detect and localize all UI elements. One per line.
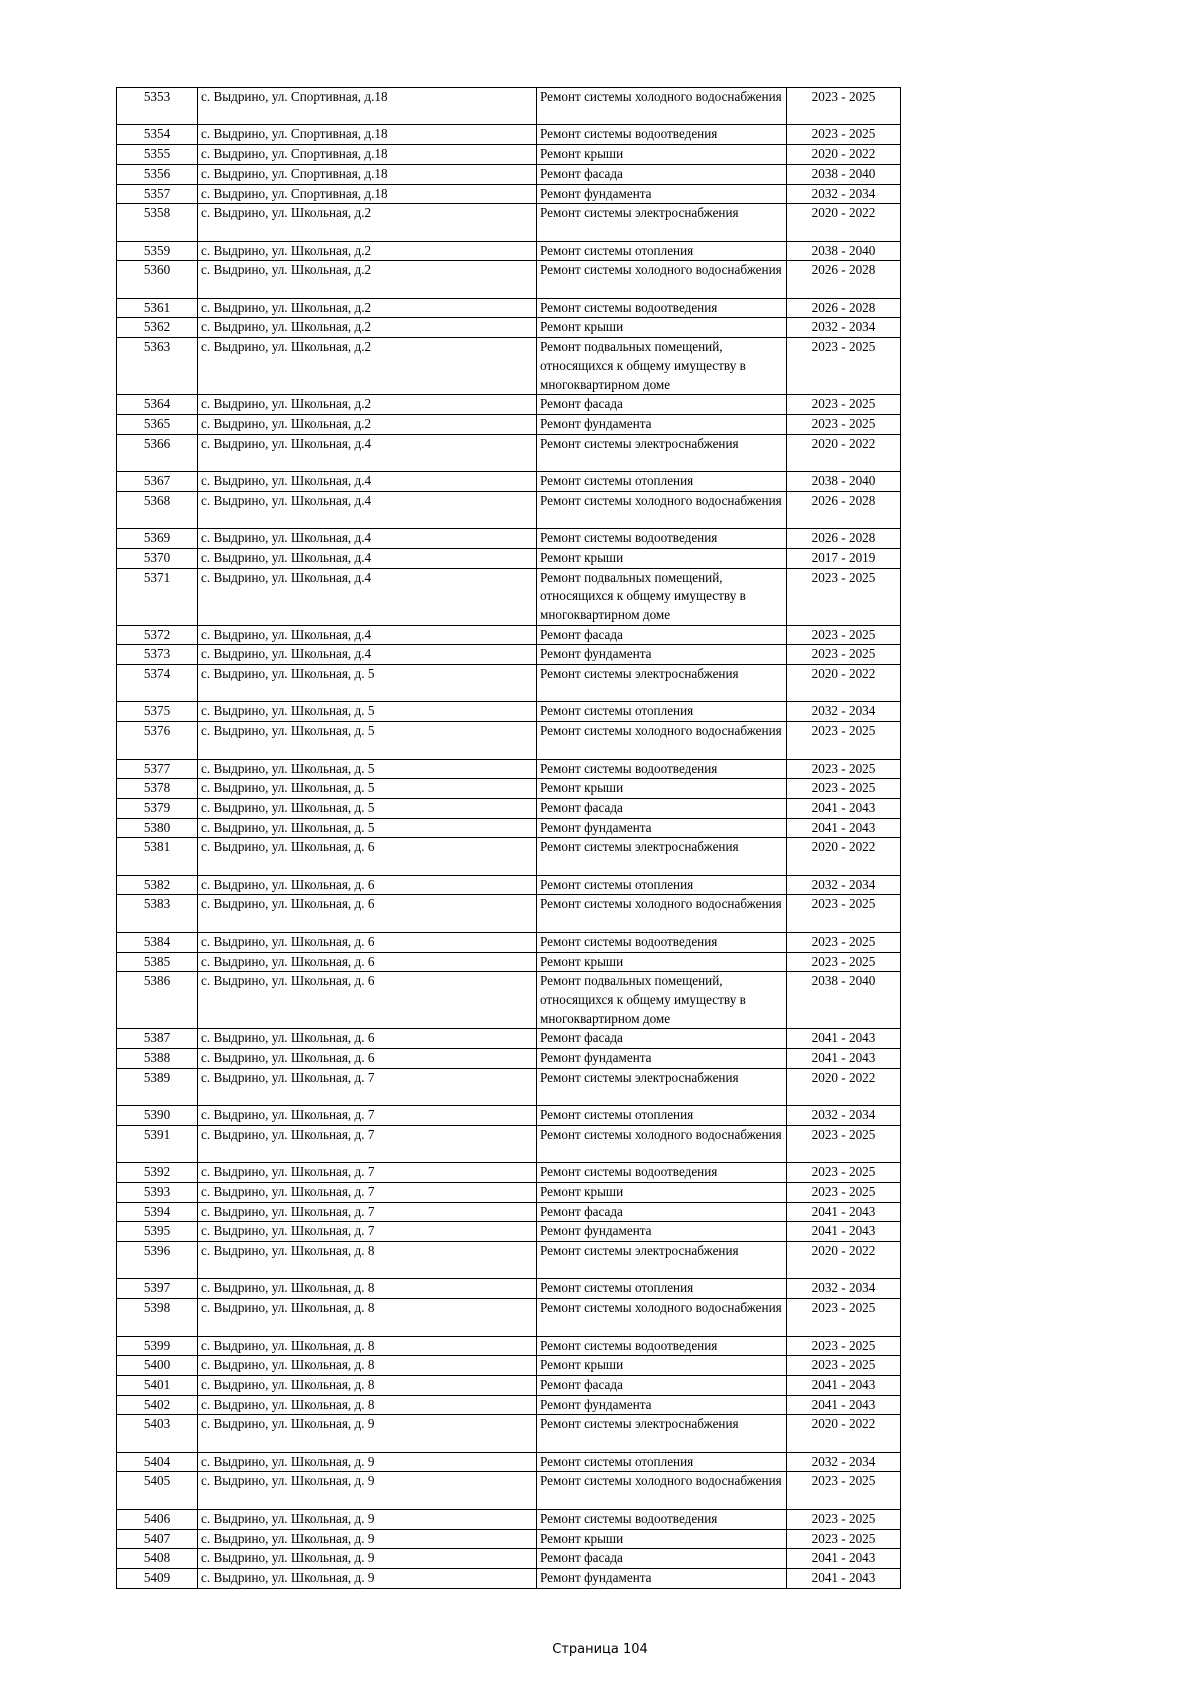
address-cell: с. Выдрино, ул. Школьная, д. 8: [198, 1356, 537, 1376]
table-row: [117, 972, 901, 1029]
work-type-cell: Ремонт системы отопления: [537, 1106, 787, 1126]
period-cell: 2041 - 2043: [787, 1029, 901, 1049]
period-cell: 2020 - 2022: [787, 1068, 901, 1105]
work-type-cell: Ремонт системы электроснабжения: [537, 434, 787, 471]
row-number-cell: 5366: [117, 434, 198, 471]
work-type-cell: Ремонт системы отопления: [537, 241, 787, 261]
address-cell: с. Выдрино, ул. Школьная, д. 6: [198, 895, 537, 932]
table-row: [117, 164, 901, 184]
row-number-cell: 5408: [117, 1549, 198, 1569]
table-row: [117, 472, 901, 492]
period-cell: 2026 - 2028: [787, 491, 901, 528]
address-cell: с. Выдрино, ул. Школьная, д.2: [198, 318, 537, 338]
row-number-cell: 5360: [117, 261, 198, 298]
address-cell: с. Выдрино, ул. Школьная, д. 7: [198, 1163, 537, 1183]
period-cell: 2023 - 2025: [787, 88, 901, 125]
row-number-cell: 5390: [117, 1106, 198, 1126]
address-cell: с. Выдрино, ул. Школьная, д.2: [198, 204, 537, 241]
address-cell: с. Выдрино, ул. Школьная, д. 5: [198, 759, 537, 779]
address-cell: с. Выдрино, ул. Школьная, д. 7: [198, 1202, 537, 1222]
row-number-cell: 5356: [117, 164, 198, 184]
address-cell: с. Выдрино, ул. Школьная, д. 5: [198, 779, 537, 799]
table-row: [117, 932, 901, 952]
period-cell: 2020 - 2022: [787, 838, 901, 875]
address-cell: с. Выдрино, ул. Школьная, д. 6: [198, 838, 537, 875]
table-row: [117, 261, 901, 298]
row-number-cell: 5401: [117, 1375, 198, 1395]
row-number-cell: 5379: [117, 798, 198, 818]
period-cell: 2038 - 2040: [787, 472, 901, 492]
row-number-cell: 5397: [117, 1279, 198, 1299]
row-number-cell: 5367: [117, 472, 198, 492]
table-row: [117, 434, 901, 471]
row-number-cell: 5355: [117, 145, 198, 165]
work-type-cell: Ремонт системы отопления: [537, 472, 787, 492]
address-cell: с. Выдрино, ул. Школьная, д. 8: [198, 1242, 537, 1279]
row-number-cell: 5393: [117, 1182, 198, 1202]
table-row: [117, 491, 901, 528]
address-cell: с. Выдрино, ул. Школьная, д. 9: [198, 1472, 537, 1509]
work-type-cell: Ремонт системы водоотведения: [537, 1163, 787, 1183]
table-row: [117, 1182, 901, 1202]
row-number-cell: 5363: [117, 338, 198, 395]
table-row: [117, 241, 901, 261]
work-type-cell: Ремонт крыши: [537, 145, 787, 165]
row-number-cell: 5404: [117, 1452, 198, 1472]
period-cell: 2032 - 2034: [787, 318, 901, 338]
work-type-cell: Ремонт фундамента: [537, 1568, 787, 1588]
address-cell: с. Выдрино, ул. Школьная, д.4: [198, 491, 537, 528]
period-cell: 2023 - 2025: [787, 1336, 901, 1356]
period-cell: 2023 - 2025: [787, 759, 901, 779]
row-number-cell: 5405: [117, 1472, 198, 1509]
address-cell: с. Выдрино, ул. Спортивная, д.18: [198, 125, 537, 145]
table-row: [117, 1336, 901, 1356]
address-cell: с. Выдрино, ул. Школьная, д. 9: [198, 1529, 537, 1549]
table-row: [117, 1509, 901, 1529]
period-cell: 2032 - 2034: [787, 1452, 901, 1472]
table-row: [117, 395, 901, 415]
period-cell: 2038 - 2040: [787, 164, 901, 184]
work-type-cell: Ремонт фасада: [537, 1375, 787, 1395]
work-type-cell: Ремонт системы отопления: [537, 1279, 787, 1299]
address-cell: с. Выдрино, ул. Школьная, д.2: [198, 395, 537, 415]
address-cell: с. Выдрино, ул. Школьная, д. 8: [198, 1336, 537, 1356]
address-cell: с. Выдрино, ул. Школьная, д. 7: [198, 1125, 537, 1162]
table-row: [117, 625, 901, 645]
period-cell: 2017 - 2019: [787, 548, 901, 568]
work-type-cell: Ремонт системы водоотведения: [537, 1509, 787, 1529]
row-number-cell: 5372: [117, 625, 198, 645]
period-cell: 2032 - 2034: [787, 1279, 901, 1299]
row-number-cell: 5358: [117, 204, 198, 241]
address-cell: с. Выдрино, ул. Школьная, д. 7: [198, 1106, 537, 1126]
work-type-cell: Ремонт системы водоотведения: [537, 1336, 787, 1356]
table-row: [117, 1242, 901, 1279]
period-cell: 2041 - 2043: [787, 1395, 901, 1415]
address-cell: с. Выдрино, ул. Школьная, д. 9: [198, 1549, 537, 1569]
period-cell: 2026 - 2028: [787, 529, 901, 549]
work-type-cell: Ремонт системы холодного водоснабжения: [537, 1125, 787, 1162]
work-type-cell: Ремонт крыши: [537, 318, 787, 338]
address-cell: с. Выдрино, ул. Школьная, д. 5: [198, 722, 537, 759]
work-type-cell: Ремонт крыши: [537, 1529, 787, 1549]
address-cell: с. Выдрино, ул. Школьная, д.2: [198, 261, 537, 298]
table-row: [117, 818, 901, 838]
table-row: [117, 88, 901, 125]
address-cell: с. Выдрино, ул. Школьная, д. 6: [198, 875, 537, 895]
address-cell: с. Выдрино, ул. Школьная, д. 9: [198, 1568, 537, 1588]
work-type-cell: Ремонт системы водоотведения: [537, 529, 787, 549]
work-type-cell: Ремонт системы электроснабжения: [537, 1242, 787, 1279]
table-row: [117, 145, 901, 165]
period-cell: 2032 - 2034: [787, 702, 901, 722]
table-row: [117, 1529, 901, 1549]
period-cell: 2023 - 2025: [787, 895, 901, 932]
address-cell: с. Выдрино, ул. Спортивная, д.18: [198, 184, 537, 204]
period-cell: 2023 - 2025: [787, 645, 901, 665]
period-cell: 2023 - 2025: [787, 1182, 901, 1202]
period-cell: 2020 - 2022: [787, 1242, 901, 1279]
address-cell: с. Выдрино, ул. Школьная, д.2: [198, 338, 537, 395]
work-type-cell: Ремонт фундамента: [537, 818, 787, 838]
row-number-cell: 5357: [117, 184, 198, 204]
table-row: [117, 1068, 901, 1105]
work-type-cell: Ремонт фундамента: [537, 1049, 787, 1069]
period-cell: 2023 - 2025: [787, 1529, 901, 1549]
table-row: [117, 1375, 901, 1395]
address-cell: с. Выдрино, ул. Школьная, д. 7: [198, 1068, 537, 1105]
row-number-cell: 5353: [117, 88, 198, 125]
period-cell: 2026 - 2028: [787, 261, 901, 298]
address-cell: с. Выдрино, ул. Школьная, д.4: [198, 625, 537, 645]
table-row: [117, 1029, 901, 1049]
address-cell: с. Выдрино, ул. Школьная, д.4: [198, 434, 537, 471]
row-number-cell: 5409: [117, 1568, 198, 1588]
table-row: [117, 1299, 901, 1336]
table-row: [117, 1279, 901, 1299]
table-row: [117, 1568, 901, 1588]
row-number-cell: 5368: [117, 491, 198, 528]
period-cell: 2023 - 2025: [787, 722, 901, 759]
period-cell: 2020 - 2022: [787, 665, 901, 702]
row-number-cell: 5369: [117, 529, 198, 549]
row-number-cell: 5380: [117, 818, 198, 838]
table-row: [117, 722, 901, 759]
row-number-cell: 5359: [117, 241, 198, 261]
work-type-cell: Ремонт подвальных помещений, относящихся к общему имуществу в многоквартирном доме: [537, 568, 787, 625]
period-cell: 2041 - 2043: [787, 1568, 901, 1588]
work-type-cell: Ремонт подвальных помещений, относящихся к общему имуществу в многоквартирном доме: [537, 972, 787, 1029]
table-row: [117, 204, 901, 241]
address-cell: с. Выдрино, ул. Школьная, д.4: [198, 472, 537, 492]
row-number-cell: 5386: [117, 972, 198, 1029]
period-cell: 2041 - 2043: [787, 1222, 901, 1242]
row-number-cell: 5387: [117, 1029, 198, 1049]
address-cell: с. Выдрино, ул. Школьная, д.4: [198, 548, 537, 568]
address-cell: с. Выдрино, ул. Школьная, д. 6: [198, 952, 537, 972]
row-number-cell: 5362: [117, 318, 198, 338]
address-cell: с. Выдрино, ул. Школьная, д.4: [198, 645, 537, 665]
address-cell: с. Выдрино, ул. Школьная, д. 8: [198, 1299, 537, 1336]
row-number-cell: 5398: [117, 1299, 198, 1336]
row-number-cell: 5381: [117, 838, 198, 875]
work-type-cell: Ремонт фундамента: [537, 1222, 787, 1242]
period-cell: 2032 - 2034: [787, 1106, 901, 1126]
period-cell: 2023 - 2025: [787, 1163, 901, 1183]
row-number-cell: 5402: [117, 1395, 198, 1415]
work-type-cell: Ремонт фасада: [537, 164, 787, 184]
work-type-cell: Ремонт крыши: [537, 779, 787, 799]
work-type-cell: Ремонт системы электроснабжения: [537, 838, 787, 875]
address-cell: с. Выдрино, ул. Школьная, д.4: [198, 529, 537, 549]
table-row: [117, 1356, 901, 1376]
row-number-cell: 5389: [117, 1068, 198, 1105]
table-row: [117, 1549, 901, 1569]
work-type-cell: Ремонт системы электроснабжения: [537, 1415, 787, 1452]
table-row: [117, 1222, 901, 1242]
period-cell: 2023 - 2025: [787, 932, 901, 952]
work-type-cell: Ремонт системы холодного водоснабжения: [537, 722, 787, 759]
work-type-cell: Ремонт системы холодного водоснабжения: [537, 491, 787, 528]
work-type-cell: Ремонт фасада: [537, 395, 787, 415]
work-type-cell: Ремонт крыши: [537, 1356, 787, 1376]
table-row: [117, 759, 901, 779]
period-cell: 2020 - 2022: [787, 145, 901, 165]
table-row: [117, 1395, 901, 1415]
table-row: [117, 665, 901, 702]
table-row: [117, 298, 901, 318]
work-type-cell: Ремонт фасада: [537, 1202, 787, 1222]
row-number-cell: 5370: [117, 548, 198, 568]
work-type-cell: Ремонт системы водоотведения: [537, 125, 787, 145]
table-row: [117, 838, 901, 875]
period-cell: 2023 - 2025: [787, 338, 901, 395]
work-type-cell: Ремонт системы отопления: [537, 702, 787, 722]
address-cell: с. Выдрино, ул. Школьная, д. 9: [198, 1509, 537, 1529]
period-cell: 2038 - 2040: [787, 241, 901, 261]
row-number-cell: 5382: [117, 875, 198, 895]
address-cell: с. Выдрино, ул. Школьная, д. 7: [198, 1222, 537, 1242]
row-number-cell: 5388: [117, 1049, 198, 1069]
address-cell: с. Выдрино, ул. Школьная, д. 6: [198, 972, 537, 1029]
address-cell: с. Выдрино, ул. Школьная, д. 8: [198, 1395, 537, 1415]
row-number-cell: 5407: [117, 1529, 198, 1549]
row-number-cell: 5395: [117, 1222, 198, 1242]
period-cell: 2020 - 2022: [787, 204, 901, 241]
work-type-cell: Ремонт системы холодного водоснабжения: [537, 88, 787, 125]
work-type-cell: Ремонт фасада: [537, 1029, 787, 1049]
work-type-cell: Ремонт крыши: [537, 548, 787, 568]
work-type-cell: Ремонт системы водоотведения: [537, 932, 787, 952]
row-number-cell: 5406: [117, 1509, 198, 1529]
address-cell: с. Выдрино, ул. Школьная, д.4: [198, 568, 537, 625]
table-row: [117, 952, 901, 972]
table-row: [117, 798, 901, 818]
table-row: [117, 779, 901, 799]
table-row: [117, 1049, 901, 1069]
work-type-cell: Ремонт фундамента: [537, 1395, 787, 1415]
row-number-cell: 5376: [117, 722, 198, 759]
table-row: [117, 414, 901, 434]
work-type-cell: Ремонт фасада: [537, 798, 787, 818]
work-type-cell: Ремонт фасада: [537, 625, 787, 645]
address-cell: с. Выдрино, ул. Школьная, д. 9: [198, 1452, 537, 1472]
period-cell: 2023 - 2025: [787, 1299, 901, 1336]
work-type-cell: Ремонт системы водоотведения: [537, 759, 787, 779]
table-row: [117, 1472, 901, 1509]
work-type-cell: Ремонт системы водоотведения: [537, 298, 787, 318]
row-number-cell: 5403: [117, 1415, 198, 1452]
row-number-cell: 5394: [117, 1202, 198, 1222]
address-cell: с. Выдрино, ул. Школьная, д. 7: [198, 1182, 537, 1202]
table-row: [117, 1452, 901, 1472]
table-row: [117, 702, 901, 722]
period-cell: 2023 - 2025: [787, 1125, 901, 1162]
period-cell: 2020 - 2022: [787, 1415, 901, 1452]
table-row: [117, 875, 901, 895]
work-type-cell: Ремонт системы холодного водоснабжения: [537, 895, 787, 932]
table-row: [117, 184, 901, 204]
period-cell: 2023 - 2025: [787, 779, 901, 799]
period-cell: 2023 - 2025: [787, 952, 901, 972]
table-row: [117, 548, 901, 568]
address-cell: с. Выдрино, ул. Школьная, д. 5: [198, 665, 537, 702]
work-type-cell: Ремонт крыши: [537, 952, 787, 972]
row-number-cell: 5399: [117, 1336, 198, 1356]
work-type-cell: Ремонт системы электроснабжения: [537, 1068, 787, 1105]
period-cell: 2023 - 2025: [787, 568, 901, 625]
table-row: [117, 645, 901, 665]
period-cell: 2020 - 2022: [787, 434, 901, 471]
row-number-cell: 5365: [117, 414, 198, 434]
row-number-cell: 5392: [117, 1163, 198, 1183]
table-row: [117, 338, 901, 395]
address-cell: с. Выдрино, ул. Школьная, д. 9: [198, 1415, 537, 1452]
period-cell: 2026 - 2028: [787, 298, 901, 318]
period-cell: 2023 - 2025: [787, 1356, 901, 1376]
address-cell: с. Выдрино, ул. Спортивная, д.18: [198, 88, 537, 125]
period-cell: 2041 - 2043: [787, 1202, 901, 1222]
work-type-cell: Ремонт фундамента: [537, 645, 787, 665]
address-cell: с. Выдрино, ул. Спортивная, д.18: [198, 145, 537, 165]
work-type-cell: Ремонт фасада: [537, 1549, 787, 1569]
period-cell: 2041 - 2043: [787, 1549, 901, 1569]
row-number-cell: 5373: [117, 645, 198, 665]
table-row: [117, 1163, 901, 1183]
work-type-cell: Ремонт системы отопления: [537, 875, 787, 895]
table-row: [117, 895, 901, 932]
table-row: [117, 125, 901, 145]
work-type-cell: Ремонт крыши: [537, 1182, 787, 1202]
period-cell: 2023 - 2025: [787, 1509, 901, 1529]
work-type-cell: Ремонт фундамента: [537, 184, 787, 204]
work-type-cell: Ремонт системы холодного водоснабжения: [537, 1299, 787, 1336]
period-cell: 2032 - 2034: [787, 184, 901, 204]
row-number-cell: 5375: [117, 702, 198, 722]
row-number-cell: 5374: [117, 665, 198, 702]
address-cell: с. Выдрино, ул. Школьная, д.2: [198, 241, 537, 261]
row-number-cell: 5378: [117, 779, 198, 799]
address-cell: с. Выдрино, ул. Школьная, д. 5: [198, 818, 537, 838]
row-number-cell: 5384: [117, 932, 198, 952]
address-cell: с. Выдрино, ул. Школьная, д. 6: [198, 932, 537, 952]
work-type-cell: Ремонт системы холодного водоснабжения: [537, 1472, 787, 1509]
address-cell: с. Выдрино, ул. Школьная, д. 6: [198, 1049, 537, 1069]
period-cell: 2038 - 2040: [787, 972, 901, 1029]
address-cell: с. Выдрино, ул. Школьная, д.2: [198, 414, 537, 434]
table-row: [117, 568, 901, 625]
repair-schedule-table: [116, 87, 901, 1589]
address-cell: с. Выдрино, ул. Школьная, д. 8: [198, 1279, 537, 1299]
row-number-cell: 5383: [117, 895, 198, 932]
table-row: [117, 529, 901, 549]
row-number-cell: 5371: [117, 568, 198, 625]
work-type-cell: Ремонт фундамента: [537, 414, 787, 434]
address-cell: с. Выдрино, ул. Спортивная, д.18: [198, 164, 537, 184]
period-cell: 2032 - 2034: [787, 875, 901, 895]
period-cell: 2041 - 2043: [787, 1049, 901, 1069]
address-cell: с. Выдрино, ул. Школьная, д. 8: [198, 1375, 537, 1395]
row-number-cell: 5400: [117, 1356, 198, 1376]
row-number-cell: 5385: [117, 952, 198, 972]
work-type-cell: Ремонт системы электроснабжения: [537, 204, 787, 241]
table-row: [117, 1106, 901, 1126]
period-cell: 2023 - 2025: [787, 625, 901, 645]
table-row: [117, 1125, 901, 1162]
work-type-cell: Ремонт подвальных помещений, относящихся к общему имуществу в многоквартирном доме: [537, 338, 787, 395]
period-cell: 2041 - 2043: [787, 1375, 901, 1395]
period-cell: 2041 - 2043: [787, 818, 901, 838]
period-cell: 2023 - 2025: [787, 395, 901, 415]
work-type-cell: Ремонт системы холодного водоснабжения: [537, 261, 787, 298]
table-body: [117, 88, 901, 1589]
page-number: Страница 104: [552, 1642, 648, 1657]
period-cell: 2023 - 2025: [787, 125, 901, 145]
table-row: [117, 318, 901, 338]
address-cell: с. Выдрино, ул. Школьная, д. 5: [198, 702, 537, 722]
table-row: [117, 1415, 901, 1452]
table-row: [117, 1202, 901, 1222]
address-cell: с. Выдрино, ул. Школьная, д. 6: [198, 1029, 537, 1049]
period-cell: 2041 - 2043: [787, 798, 901, 818]
row-number-cell: 5377: [117, 759, 198, 779]
row-number-cell: 5396: [117, 1242, 198, 1279]
row-number-cell: 5364: [117, 395, 198, 415]
row-number-cell: 5354: [117, 125, 198, 145]
address-cell: с. Выдрино, ул. Школьная, д. 5: [198, 798, 537, 818]
work-type-cell: Ремонт системы электроснабжения: [537, 665, 787, 702]
address-cell: с. Выдрино, ул. Школьная, д.2: [198, 298, 537, 318]
period-cell: 2023 - 2025: [787, 414, 901, 434]
row-number-cell: 5391: [117, 1125, 198, 1162]
row-number-cell: 5361: [117, 298, 198, 318]
period-cell: 2023 - 2025: [787, 1472, 901, 1509]
work-type-cell: Ремонт системы отопления: [537, 1452, 787, 1472]
